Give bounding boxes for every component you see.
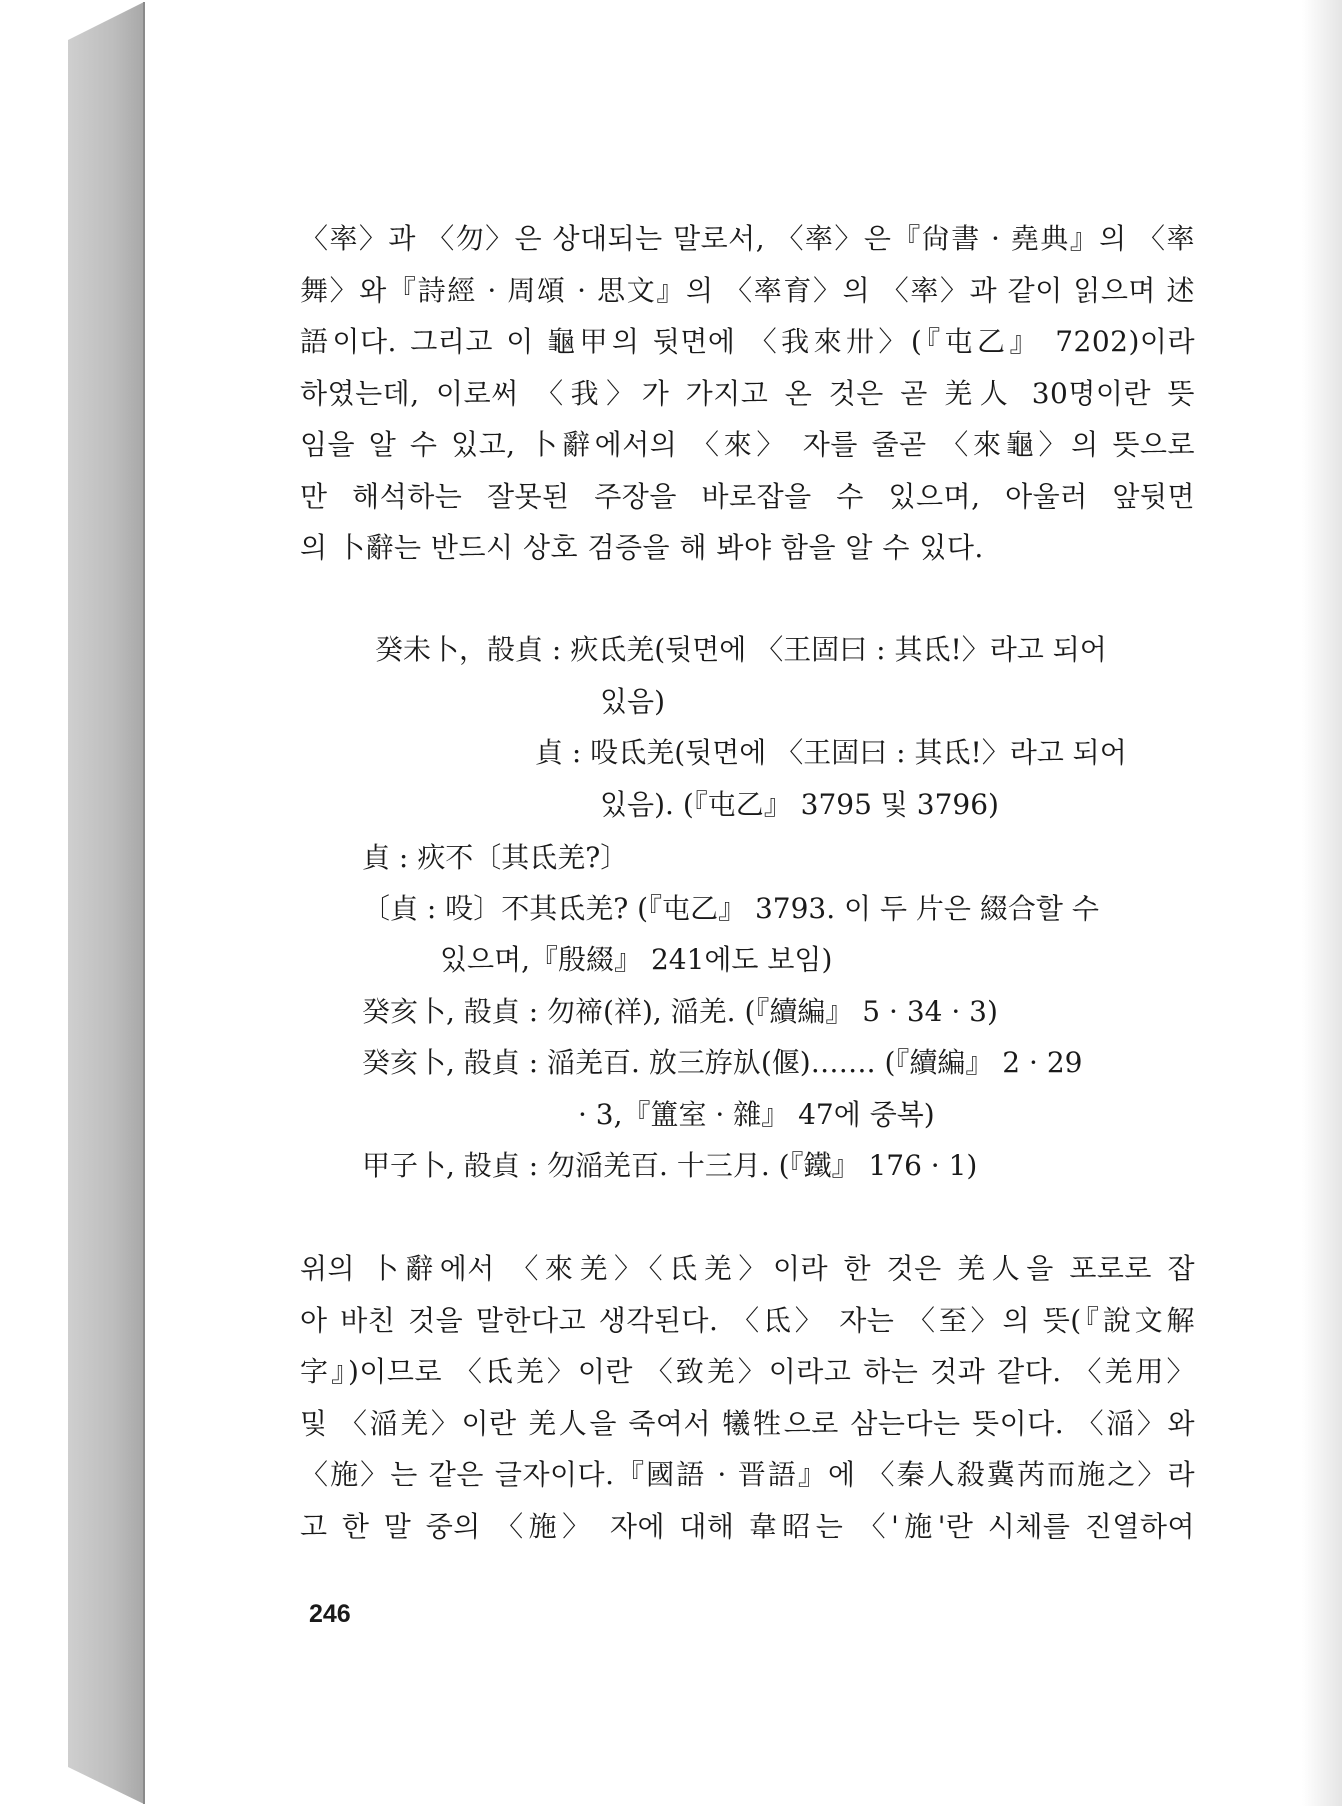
paragraph-line: 語이다. 그리고 이 龜甲의 뒷면에 〈我來卅〉(『屯乙』 7202)이라 — [300, 325, 1195, 358]
paragraph-line: 아 바친 것을 말한다고 생각된다. 〈氐〉 자는 〈至〉의 뜻(『說文解 — [300, 1303, 1195, 1337]
inscription-line: · 3,『簠室 · 雜』 47에 중복) — [578, 1098, 935, 1131]
paragraph-line: 舞〉와『詩經 · 周頌 · 思文』의 〈率育〉의 〈率〉과 같이 읽으며 述 — [300, 273, 1195, 307]
paragraph-line: 위의 卜辭에서 〈來羌〉〈氐羌〉이라 한 것은 羌人을 포로로 잡 — [300, 1252, 1195, 1285]
paragraph-line: 〈施〉는 같은 글자이다.『國語 · 晋語』에 〈秦人殺冀芮而施之〉라 — [300, 1458, 1195, 1491]
inscription-line: 있음) — [600, 685, 666, 718]
inscription-line: 있으며,『殷綴』 241에도 보임) — [440, 943, 833, 976]
page-number: 246 — [309, 1600, 351, 1628]
paragraph-line: 字』)이므로 〈氐羌〉이란 〈致羌〉이라고 하는 것과 같다. 〈羌用〉 — [300, 1355, 1195, 1388]
paragraph-line: 고 한 말 중의 〈施〉 자에 대해 韋昭는 〈'施'란 시체를 진열하여 — [300, 1509, 1195, 1543]
inscription-line: 貞 : 疢不〔其氐羌?〕 — [362, 841, 629, 874]
inscription-line: 甲子卜, 㱿貞 : 勿㴞羌百. 十三月. (『鐵』 176 · 1) — [362, 1149, 978, 1182]
paragraph-line: 만 해석하는 잘못된 주장을 바로잡을 수 있으며, 아울러 앞뒷면 — [300, 479, 1195, 513]
paragraph-1 — [300, 213, 1195, 574]
paragraph-line: 의 卜辭는 반드시 상호 검증을 해 봐야 함을 알 수 있다. — [300, 531, 984, 564]
inscription-line: 貞 : 吺氐羌(뒷면에 〈王固曰 : 其氐!〉라고 되어 — [535, 736, 1127, 769]
page-shadow — [1302, 0, 1342, 1806]
inscription-line: 癸亥卜, 㱿貞 : 㴞羌百. 放三斿㫃(偃)……. (『續編』 2 · 29 — [362, 1046, 1083, 1079]
inscription-line: 癸亥卜, 㱿貞 : 勿禘(祥), 㴞羌. (『續編』 5 · 34 · 3) — [362, 995, 998, 1028]
book-spine — [68, 2, 144, 1804]
paragraph-2 — [300, 1243, 1195, 1552]
paragraph-line: 하였는데, 이로써 〈我〉가 가지고 온 것은 곧 羌人 30명이란 뜻 — [300, 376, 1195, 410]
paragraph-line: 임을 알 수 있고, 卜辭에서의 〈來〉 자를 줄곧 〈來龜〉의 뜻으로 — [300, 428, 1195, 461]
paragraph-line: 〈率〉과 〈勿〉은 상대되는 말로서, 〈率〉은『尙書 · 堯典』의 〈率 — [300, 222, 1195, 255]
inscription-line: 있음). (『屯乙』 3795 및 3796) — [600, 788, 999, 821]
inscription-line: 癸未卜，㱿貞 : 疢氐羌(뒷면에 〈王固曰 : 其氐!〉라고 되어 — [375, 633, 1107, 666]
paragraph-line: 및 〈㴞羌〉이란 羌人을 죽여서 犧牲으로 삼는다는 뜻이다. 〈㴞〉와 — [300, 1406, 1195, 1440]
inscription-line: 〔貞 : 吺〕不其氐羌? (『屯乙』 3793. 이 두 片은 綴合할 수 — [362, 892, 1099, 925]
